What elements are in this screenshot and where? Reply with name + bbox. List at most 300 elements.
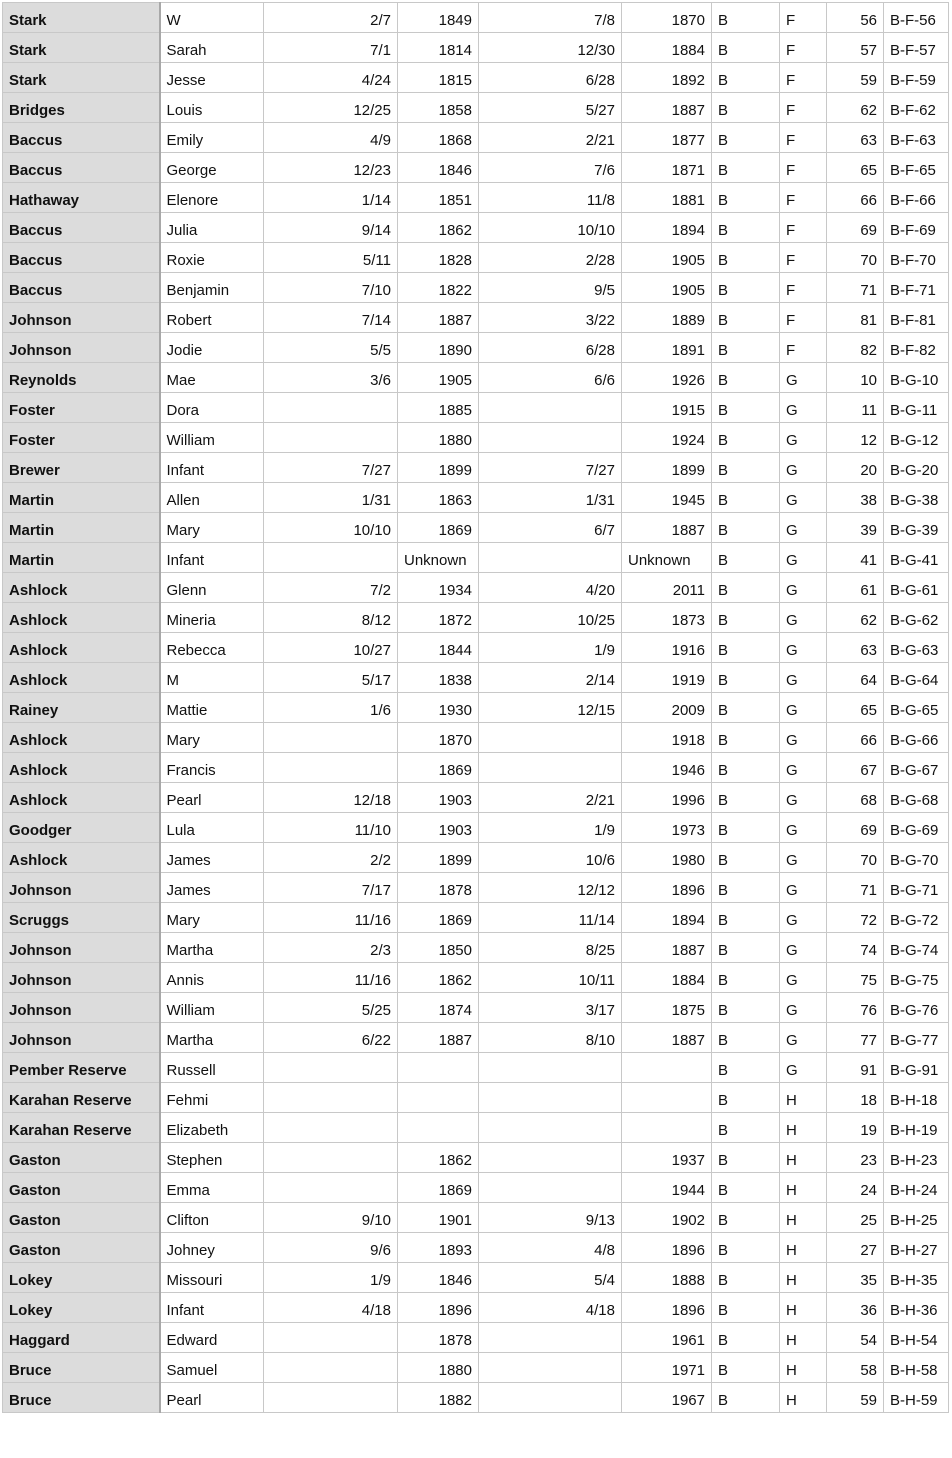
plot-id-cell[interactable]: B-F-63	[884, 123, 949, 153]
death-year-cell[interactable]: 1894	[622, 903, 712, 933]
row-cell[interactable]: H	[780, 1293, 827, 1323]
last-name-cell[interactable]: Bridges	[3, 93, 160, 123]
plot-cell[interactable]: 63	[827, 123, 884, 153]
birth-year-cell[interactable]: 1878	[398, 873, 479, 903]
birth-date-cell[interactable]: 9/6	[264, 1233, 398, 1263]
birth-year-cell[interactable]: 1838	[398, 663, 479, 693]
plot-cell[interactable]: 24	[827, 1173, 884, 1203]
birth-year-cell[interactable]: 1901	[398, 1203, 479, 1233]
birth-year-cell[interactable]: 1850	[398, 933, 479, 963]
death-date-cell[interactable]: 3/22	[479, 303, 622, 333]
death-date-cell[interactable]: 8/10	[479, 1023, 622, 1053]
row-cell[interactable]: H	[780, 1323, 827, 1353]
birth-year-cell[interactable]: 1862	[398, 1143, 479, 1173]
plot-id-cell[interactable]: B-G-74	[884, 933, 949, 963]
section-cell[interactable]: B	[712, 843, 780, 873]
death-date-cell[interactable]: 2/21	[479, 123, 622, 153]
row-cell[interactable]: G	[780, 963, 827, 993]
last-name-cell[interactable]: Baccus	[3, 123, 160, 153]
plot-id-cell[interactable]: B-G-20	[884, 453, 949, 483]
birth-date-cell[interactable]: 12/23	[264, 153, 398, 183]
plot-id-cell[interactable]: B-G-63	[884, 633, 949, 663]
row-cell[interactable]: G	[780, 423, 827, 453]
death-year-cell[interactable]: 1896	[622, 1233, 712, 1263]
plot-cell[interactable]: 70	[827, 243, 884, 273]
plot-cell[interactable]: 74	[827, 933, 884, 963]
first-name-cell[interactable]: William	[160, 423, 264, 453]
plot-cell[interactable]: 41	[827, 543, 884, 573]
first-name-cell[interactable]: Edward	[160, 1323, 264, 1353]
death-year-cell[interactable]: 1937	[622, 1143, 712, 1173]
row-cell[interactable]: F	[780, 183, 827, 213]
first-name-cell[interactable]: Infant	[160, 543, 264, 573]
plot-id-cell[interactable]: B-G-64	[884, 663, 949, 693]
plot-id-cell[interactable]: B-F-69	[884, 213, 949, 243]
birth-date-cell[interactable]: 2/2	[264, 843, 398, 873]
death-year-cell[interactable]: 1871	[622, 153, 712, 183]
last-name-cell[interactable]: Baccus	[3, 213, 160, 243]
death-date-cell[interactable]: 7/27	[479, 453, 622, 483]
plot-id-cell[interactable]: B-G-71	[884, 873, 949, 903]
death-year-cell[interactable]: 1980	[622, 843, 712, 873]
plot-id-cell[interactable]: B-F-59	[884, 63, 949, 93]
birth-year-cell[interactable]: 1874	[398, 993, 479, 1023]
birth-year-cell[interactable]: 1869	[398, 753, 479, 783]
last-name-cell[interactable]: Gaston	[3, 1143, 160, 1173]
section-cell[interactable]: B	[712, 243, 780, 273]
last-name-cell[interactable]: Baccus	[3, 273, 160, 303]
birth-year-cell[interactable]: 1849	[398, 3, 479, 33]
first-name-cell[interactable]: Missouri	[160, 1263, 264, 1293]
plot-cell[interactable]: 67	[827, 753, 884, 783]
plot-cell[interactable]: 38	[827, 483, 884, 513]
death-year-cell[interactable]	[622, 1113, 712, 1143]
birth-year-cell[interactable]: 1880	[398, 1353, 479, 1383]
death-year-cell[interactable]: 1887	[622, 513, 712, 543]
last-name-cell[interactable]: Pember Reserve	[3, 1053, 160, 1083]
birth-year-cell[interactable]: 1868	[398, 123, 479, 153]
row-cell[interactable]: G	[780, 453, 827, 483]
death-date-cell[interactable]	[479, 1383, 622, 1413]
death-date-cell[interactable]	[479, 753, 622, 783]
birth-date-cell[interactable]: 12/25	[264, 93, 398, 123]
last-name-cell[interactable]: Gaston	[3, 1173, 160, 1203]
row-cell[interactable]: F	[780, 213, 827, 243]
death-year-cell[interactable]: 1884	[622, 963, 712, 993]
death-date-cell[interactable]: 8/25	[479, 933, 622, 963]
plot-cell[interactable]: 65	[827, 693, 884, 723]
plot-id-cell[interactable]: B-H-36	[884, 1293, 949, 1323]
death-year-cell[interactable]: 1905	[622, 243, 712, 273]
section-cell[interactable]: B	[712, 573, 780, 603]
birth-year-cell[interactable]: 1887	[398, 1023, 479, 1053]
death-date-cell[interactable]: 7/6	[479, 153, 622, 183]
birth-date-cell[interactable]: 7/2	[264, 573, 398, 603]
death-year-cell[interactable]: 1887	[622, 93, 712, 123]
death-date-cell[interactable]	[479, 1053, 622, 1083]
plot-cell[interactable]: 59	[827, 1383, 884, 1413]
death-year-cell[interactable]: 1905	[622, 273, 712, 303]
birth-date-cell[interactable]	[264, 1053, 398, 1083]
birth-date-cell[interactable]: 5/17	[264, 663, 398, 693]
plot-id-cell[interactable]: B-G-70	[884, 843, 949, 873]
plot-id-cell[interactable]: B-F-62	[884, 93, 949, 123]
death-year-cell[interactable]: 1902	[622, 1203, 712, 1233]
section-cell[interactable]: B	[712, 3, 780, 33]
birth-year-cell[interactable]: 1899	[398, 453, 479, 483]
birth-date-cell[interactable]	[264, 1173, 398, 1203]
plot-id-cell[interactable]: B-H-25	[884, 1203, 949, 1233]
death-date-cell[interactable]: 9/5	[479, 273, 622, 303]
birth-date-cell[interactable]: 9/10	[264, 1203, 398, 1233]
first-name-cell[interactable]: W	[160, 3, 264, 33]
birth-year-cell[interactable]: 1846	[398, 153, 479, 183]
row-cell[interactable]: H	[780, 1203, 827, 1233]
plot-id-cell[interactable]: B-G-75	[884, 963, 949, 993]
birth-date-cell[interactable]	[264, 1383, 398, 1413]
last-name-cell[interactable]: Ashlock	[3, 843, 160, 873]
death-date-cell[interactable]: 10/10	[479, 213, 622, 243]
death-date-cell[interactable]: 2/14	[479, 663, 622, 693]
death-year-cell[interactable]: 1945	[622, 483, 712, 513]
birth-date-cell[interactable]: 5/5	[264, 333, 398, 363]
section-cell[interactable]: B	[712, 1203, 780, 1233]
row-cell[interactable]: G	[780, 513, 827, 543]
birth-date-cell[interactable]	[264, 1143, 398, 1173]
last-name-cell[interactable]: Karahan Reserve	[3, 1113, 160, 1143]
section-cell[interactable]: B	[712, 1083, 780, 1113]
death-year-cell[interactable]: 2009	[622, 693, 712, 723]
plot-id-cell[interactable]: B-H-24	[884, 1173, 949, 1203]
first-name-cell[interactable]: Emily	[160, 123, 264, 153]
death-date-cell[interactable]: 12/30	[479, 33, 622, 63]
first-name-cell[interactable]: Mary	[160, 903, 264, 933]
death-date-cell[interactable]: 12/15	[479, 693, 622, 723]
first-name-cell[interactable]: Clifton	[160, 1203, 264, 1233]
first-name-cell[interactable]: Robert	[160, 303, 264, 333]
birth-year-cell[interactable]: 1872	[398, 603, 479, 633]
last-name-cell[interactable]: Ashlock	[3, 663, 160, 693]
section-cell[interactable]: B	[712, 543, 780, 573]
plot-id-cell[interactable]: B-H-35	[884, 1263, 949, 1293]
section-cell[interactable]: B	[712, 633, 780, 663]
birth-year-cell[interactable]: 1885	[398, 393, 479, 423]
plot-cell[interactable]: 69	[827, 213, 884, 243]
plot-id-cell[interactable]: B-G-67	[884, 753, 949, 783]
death-date-cell[interactable]: 2/28	[479, 243, 622, 273]
last-name-cell[interactable]: Rainey	[3, 693, 160, 723]
birth-year-cell[interactable]: 1903	[398, 813, 479, 843]
death-year-cell[interactable]: Unknown	[622, 543, 712, 573]
first-name-cell[interactable]: Infant	[160, 453, 264, 483]
plot-id-cell[interactable]: B-H-58	[884, 1353, 949, 1383]
first-name-cell[interactable]: Jodie	[160, 333, 264, 363]
plot-id-cell[interactable]: B-F-82	[884, 333, 949, 363]
birth-year-cell[interactable]: 1893	[398, 1233, 479, 1263]
plot-id-cell[interactable]: B-F-56	[884, 3, 949, 33]
section-cell[interactable]: B	[712, 333, 780, 363]
birth-year-cell[interactable]: 1862	[398, 963, 479, 993]
death-date-cell[interactable]: 10/6	[479, 843, 622, 873]
row-cell[interactable]: F	[780, 153, 827, 183]
row-cell[interactable]: H	[780, 1383, 827, 1413]
last-name-cell[interactable]: Martin	[3, 483, 160, 513]
birth-date-cell[interactable]: 4/18	[264, 1293, 398, 1323]
last-name-cell[interactable]: Scruggs	[3, 903, 160, 933]
plot-cell[interactable]: 39	[827, 513, 884, 543]
death-year-cell[interactable]: 1892	[622, 63, 712, 93]
birth-date-cell[interactable]	[264, 723, 398, 753]
first-name-cell[interactable]: Elizabeth	[160, 1113, 264, 1143]
section-cell[interactable]: B	[712, 1143, 780, 1173]
last-name-cell[interactable]: Karahan Reserve	[3, 1083, 160, 1113]
birth-year-cell[interactable]: 1870	[398, 723, 479, 753]
first-name-cell[interactable]: Stephen	[160, 1143, 264, 1173]
section-cell[interactable]: B	[712, 1113, 780, 1143]
plot-cell[interactable]: 19	[827, 1113, 884, 1143]
birth-date-cell[interactable]: 1/6	[264, 693, 398, 723]
section-cell[interactable]: B	[712, 33, 780, 63]
death-date-cell[interactable]: 11/14	[479, 903, 622, 933]
death-year-cell[interactable]: 1918	[622, 723, 712, 753]
first-name-cell[interactable]: M	[160, 663, 264, 693]
death-year-cell[interactable]: 1875	[622, 993, 712, 1023]
first-name-cell[interactable]: Samuel	[160, 1353, 264, 1383]
last-name-cell[interactable]: Johnson	[3, 933, 160, 963]
row-cell[interactable]: H	[780, 1233, 827, 1263]
birth-date-cell[interactable]: 3/6	[264, 363, 398, 393]
first-name-cell[interactable]: Jesse	[160, 63, 264, 93]
birth-year-cell[interactable]: 1930	[398, 693, 479, 723]
first-name-cell[interactable]: Sarah	[160, 33, 264, 63]
birth-date-cell[interactable]: 7/1	[264, 33, 398, 63]
last-name-cell[interactable]: Johnson	[3, 333, 160, 363]
row-cell[interactable]: G	[780, 363, 827, 393]
first-name-cell[interactable]: Mary	[160, 513, 264, 543]
death-date-cell[interactable]: 5/27	[479, 93, 622, 123]
birth-date-cell[interactable]: 10/10	[264, 513, 398, 543]
plot-cell[interactable]: 25	[827, 1203, 884, 1233]
death-year-cell[interactable]: 1946	[622, 753, 712, 783]
plot-cell[interactable]: 58	[827, 1353, 884, 1383]
plot-cell[interactable]: 82	[827, 333, 884, 363]
row-cell[interactable]: H	[780, 1143, 827, 1173]
birth-date-cell[interactable]	[264, 1113, 398, 1143]
plot-cell[interactable]: 62	[827, 603, 884, 633]
last-name-cell[interactable]: Baccus	[3, 243, 160, 273]
section-cell[interactable]: B	[712, 873, 780, 903]
death-date-cell[interactable]: 6/6	[479, 363, 622, 393]
first-name-cell[interactable]: Elenore	[160, 183, 264, 213]
first-name-cell[interactable]: Annis	[160, 963, 264, 993]
birth-year-cell[interactable]	[398, 1113, 479, 1143]
birth-year-cell[interactable]: 1863	[398, 483, 479, 513]
row-cell[interactable]: F	[780, 333, 827, 363]
row-cell[interactable]: H	[780, 1083, 827, 1113]
last-name-cell[interactable]: Stark	[3, 33, 160, 63]
birth-year-cell[interactable]: 1815	[398, 63, 479, 93]
last-name-cell[interactable]: Lokey	[3, 1293, 160, 1323]
death-year-cell[interactable]: 1877	[622, 123, 712, 153]
birth-date-cell[interactable]	[264, 423, 398, 453]
death-year-cell[interactable]: 1971	[622, 1353, 712, 1383]
birth-date-cell[interactable]: 9/14	[264, 213, 398, 243]
last-name-cell[interactable]: Ashlock	[3, 783, 160, 813]
birth-date-cell[interactable]	[264, 753, 398, 783]
birth-year-cell[interactable]	[398, 1053, 479, 1083]
plot-cell[interactable]: 66	[827, 183, 884, 213]
plot-cell[interactable]: 66	[827, 723, 884, 753]
row-cell[interactable]: F	[780, 33, 827, 63]
plot-cell[interactable]: 12	[827, 423, 884, 453]
plot-cell[interactable]: 70	[827, 843, 884, 873]
death-year-cell[interactable]: 1926	[622, 363, 712, 393]
plot-cell[interactable]: 63	[827, 633, 884, 663]
death-date-cell[interactable]: 4/20	[479, 573, 622, 603]
section-cell[interactable]: B	[712, 453, 780, 483]
row-cell[interactable]: G	[780, 693, 827, 723]
birth-year-cell[interactable]: 1814	[398, 33, 479, 63]
first-name-cell[interactable]: Francis	[160, 753, 264, 783]
section-cell[interactable]: B	[712, 1323, 780, 1353]
birth-date-cell[interactable]: 1/31	[264, 483, 398, 513]
death-date-cell[interactable]: 1/9	[479, 633, 622, 663]
plot-id-cell[interactable]: B-G-77	[884, 1023, 949, 1053]
birth-date-cell[interactable]	[264, 543, 398, 573]
section-cell[interactable]: B	[712, 1263, 780, 1293]
death-year-cell[interactable]: 1899	[622, 453, 712, 483]
section-cell[interactable]: B	[712, 123, 780, 153]
plot-id-cell[interactable]: B-G-62	[884, 603, 949, 633]
birth-year-cell[interactable]: 1869	[398, 1173, 479, 1203]
plot-cell[interactable]: 76	[827, 993, 884, 1023]
row-cell[interactable]: F	[780, 243, 827, 273]
birth-date-cell[interactable]: 2/7	[264, 3, 398, 33]
first-name-cell[interactable]: James	[160, 843, 264, 873]
last-name-cell[interactable]: Johnson	[3, 873, 160, 903]
row-cell[interactable]: G	[780, 663, 827, 693]
death-date-cell[interactable]: 1/9	[479, 813, 622, 843]
death-date-cell[interactable]: 11/8	[479, 183, 622, 213]
first-name-cell[interactable]: Dora	[160, 393, 264, 423]
birth-year-cell[interactable]: 1896	[398, 1293, 479, 1323]
birth-year-cell[interactable]: 1878	[398, 1323, 479, 1353]
last-name-cell[interactable]: Haggard	[3, 1323, 160, 1353]
plot-id-cell[interactable]: B-F-71	[884, 273, 949, 303]
last-name-cell[interactable]: Martin	[3, 513, 160, 543]
last-name-cell[interactable]: Johnson	[3, 993, 160, 1023]
section-cell[interactable]: B	[712, 1383, 780, 1413]
plot-cell[interactable]: 59	[827, 63, 884, 93]
section-cell[interactable]: B	[712, 1173, 780, 1203]
plot-id-cell[interactable]: B-G-61	[884, 573, 949, 603]
last-name-cell[interactable]: Foster	[3, 393, 160, 423]
death-year-cell[interactable]: 1870	[622, 3, 712, 33]
first-name-cell[interactable]: Glenn	[160, 573, 264, 603]
last-name-cell[interactable]: Reynolds	[3, 363, 160, 393]
section-cell[interactable]: B	[712, 273, 780, 303]
plot-cell[interactable]: 35	[827, 1263, 884, 1293]
death-date-cell[interactable]: 3/17	[479, 993, 622, 1023]
death-date-cell[interactable]	[479, 543, 622, 573]
plot-id-cell[interactable]: B-G-76	[884, 993, 949, 1023]
plot-cell[interactable]: 54	[827, 1323, 884, 1353]
row-cell[interactable]: G	[780, 903, 827, 933]
section-cell[interactable]: B	[712, 993, 780, 1023]
row-cell[interactable]: G	[780, 723, 827, 753]
section-cell[interactable]: B	[712, 753, 780, 783]
plot-id-cell[interactable]: B-H-23	[884, 1143, 949, 1173]
section-cell[interactable]: B	[712, 393, 780, 423]
first-name-cell[interactable]: Fehmi	[160, 1083, 264, 1113]
section-cell[interactable]: B	[712, 663, 780, 693]
first-name-cell[interactable]: Mae	[160, 363, 264, 393]
death-date-cell[interactable]	[479, 723, 622, 753]
plot-id-cell[interactable]: B-H-18	[884, 1083, 949, 1113]
first-name-cell[interactable]: Mary	[160, 723, 264, 753]
section-cell[interactable]: B	[712, 183, 780, 213]
section-cell[interactable]: B	[712, 1023, 780, 1053]
first-name-cell[interactable]: George	[160, 153, 264, 183]
death-year-cell[interactable]: 1887	[622, 1023, 712, 1053]
birth-date-cell[interactable]: 7/17	[264, 873, 398, 903]
plot-id-cell[interactable]: B-G-91	[884, 1053, 949, 1083]
row-cell[interactable]: H	[780, 1353, 827, 1383]
death-date-cell[interactable]: 10/11	[479, 963, 622, 993]
birth-year-cell[interactable]: 1846	[398, 1263, 479, 1293]
row-cell[interactable]: G	[780, 1053, 827, 1083]
row-cell[interactable]: G	[780, 603, 827, 633]
last-name-cell[interactable]: Lokey	[3, 1263, 160, 1293]
last-name-cell[interactable]: Bruce	[3, 1383, 160, 1413]
death-date-cell[interactable]: 4/8	[479, 1233, 622, 1263]
plot-cell[interactable]: 75	[827, 963, 884, 993]
death-year-cell[interactable]: 1996	[622, 783, 712, 813]
plot-cell[interactable]: 56	[827, 3, 884, 33]
death-date-cell[interactable]: 5/4	[479, 1263, 622, 1293]
birth-date-cell[interactable]: 5/11	[264, 243, 398, 273]
birth-date-cell[interactable]	[264, 1353, 398, 1383]
plot-cell[interactable]: 69	[827, 813, 884, 843]
plot-cell[interactable]: 18	[827, 1083, 884, 1113]
last-name-cell[interactable]: Goodger	[3, 813, 160, 843]
row-cell[interactable]: F	[780, 273, 827, 303]
last-name-cell[interactable]: Baccus	[3, 153, 160, 183]
death-date-cell[interactable]	[479, 1323, 622, 1353]
death-date-cell[interactable]	[479, 1113, 622, 1143]
death-date-cell[interactable]: 10/25	[479, 603, 622, 633]
birth-year-cell[interactable]: Unknown	[398, 543, 479, 573]
row-cell[interactable]: H	[780, 1263, 827, 1293]
birth-date-cell[interactable]: 7/10	[264, 273, 398, 303]
death-year-cell[interactable]: 1894	[622, 213, 712, 243]
birth-date-cell[interactable]: 2/3	[264, 933, 398, 963]
death-year-cell[interactable]: 1944	[622, 1173, 712, 1203]
death-year-cell[interactable]: 1924	[622, 423, 712, 453]
death-date-cell[interactable]: 7/8	[479, 3, 622, 33]
plot-id-cell[interactable]: B-F-70	[884, 243, 949, 273]
section-cell[interactable]: B	[712, 213, 780, 243]
birth-year-cell[interactable]: 1869	[398, 903, 479, 933]
birth-date-cell[interactable]: 10/27	[264, 633, 398, 663]
section-cell[interactable]: B	[712, 363, 780, 393]
plot-cell[interactable]: 23	[827, 1143, 884, 1173]
birth-year-cell[interactable]: 1882	[398, 1383, 479, 1413]
birth-year-cell[interactable]: 1899	[398, 843, 479, 873]
death-year-cell[interactable]: 1884	[622, 33, 712, 63]
section-cell[interactable]: B	[712, 603, 780, 633]
plot-cell[interactable]: 91	[827, 1053, 884, 1083]
